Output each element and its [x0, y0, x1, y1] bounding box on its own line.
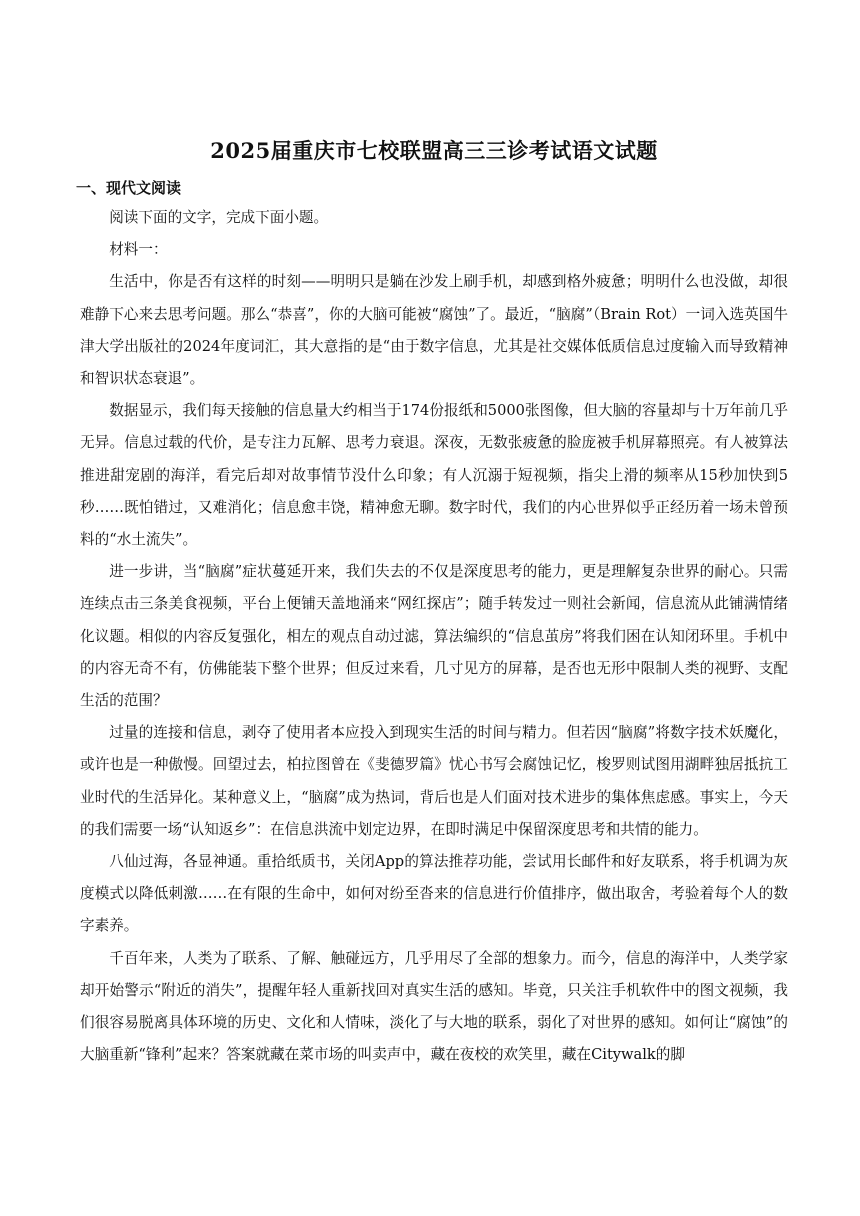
document-title: 2025届重庆市七校联盟高三三诊考试语文试题 — [210, 138, 658, 163]
body-paragraph-2: 数据显示，我们每天接触的信息量大约相当于174份报纸和5000张图像，但大脑的容量却与十万年前几乎无异。信息过载的代价，是专注力瓦解、思考力衰退。深夜，无数张疲惫的脸庞被手机屏幕照亮。有人被算法推进甜宠剧的海洋，看完后却对故事情节没什么印象；有人沉溺于短视频，指尖上滑的频率从15秒加快到5秒……既怕错过，又难消化；信息愈丰饶，精神愈无聊。数字时代，我们的内心世界似乎正经历着一场未曾预料的“水土流失”。 — [80, 402, 788, 549]
material-label: 材料一： — [109, 241, 168, 259]
body-paragraph-5: 八仙过海，各显神通。重拾纸质书，关闭App的算法推荐功能，尝试用长邮件和好友联系，将手机调为灰度模式以降低刺激……在有限的生命中，如何对纷至沓来的信息进行价值排序，做出取舍，考验着每个人的数字素养。 — [80, 853, 788, 935]
instruction-paragraph: 阅读下面的文字，完成下面小题。 — [109, 209, 329, 226]
body-paragraph-1: 生活中，你是否有这样的时刻——明明只是躺在沙发上刷手机，却感到格外疲惫；明明什么也没做，却很难静下心来去思考问题。那么“恭喜”，你的大脑可能被“腐蚀”了。最近，“脑腐”（Brain Rot）一词入选英国牛津大学出版社的2024年度词汇，其大意指的是“由于数字信息，尤其是社交媒体低质信息过度输入而导致精神和智识状态衰退”。 — [80, 273, 788, 388]
body-paragraph-3: 进一步讲，当“脑腐”症状蔓延开来，我们失去的不仅是深度思考的能力，更是理解复杂世界的耐心。只需连续点击三条美食视频，平台上便铺天盖地涌来“网红探店”；随手转发过一则社会新闻，信息流从此铺满情绪化议题。相似的内容反复强化，相左的观点自动过滤，算法编织的“信息茧房”将我们困在认知闭环里。手机中的内容无奇不有，仿佛能装下整个世界；但反过来看，几寸见方的屏幕，是否也无形中限制人类的视野、支配生活的范围？ — [80, 563, 788, 710]
body-paragraph-6: 千百年来，人类为了联系、了解、触碰远方，几乎用尽了全部的想象力。而今，信息的海洋中，人类学家却开始警示“附近的消失”，提醒年轻人重新找回对真实生活的感知。毕竟，只关注手机软件中的图文视频，我们很容易脱离具体环境的历史、文化和人情味，淡化了与大地的联系，弱化了对世界的感知。如何让“腐蚀”的大脑重新“锋利”起来？答案就藏在菜市场的叫卖声中，藏在夜校的欢笑里，藏在Citywalk的脚 — [80, 949, 788, 1064]
section-heading: 一、现代文阅读 — [76, 179, 182, 197]
body-paragraph-4: 过量的连接和信息，剥夺了使用者本应投入到现实生活的时间与精力。但若因“脑腐”将数字技术妖魔化，或许也是一种傲慢。回望过去，柏拉图曾在《斐德罗篇》忧心书写会腐蚀记忆，梭罗则试图用湖畔独居抵抗工业时代的生活异化。某种意义上，“脑腐”成为热词，背后也是人们面对技术进步的集体焦虑感。事实上，今天的我们需要一场“认知返乡”：在信息洪流中划定边界，在即时满足中保留深度思考和共情的能力。 — [80, 724, 788, 838]
